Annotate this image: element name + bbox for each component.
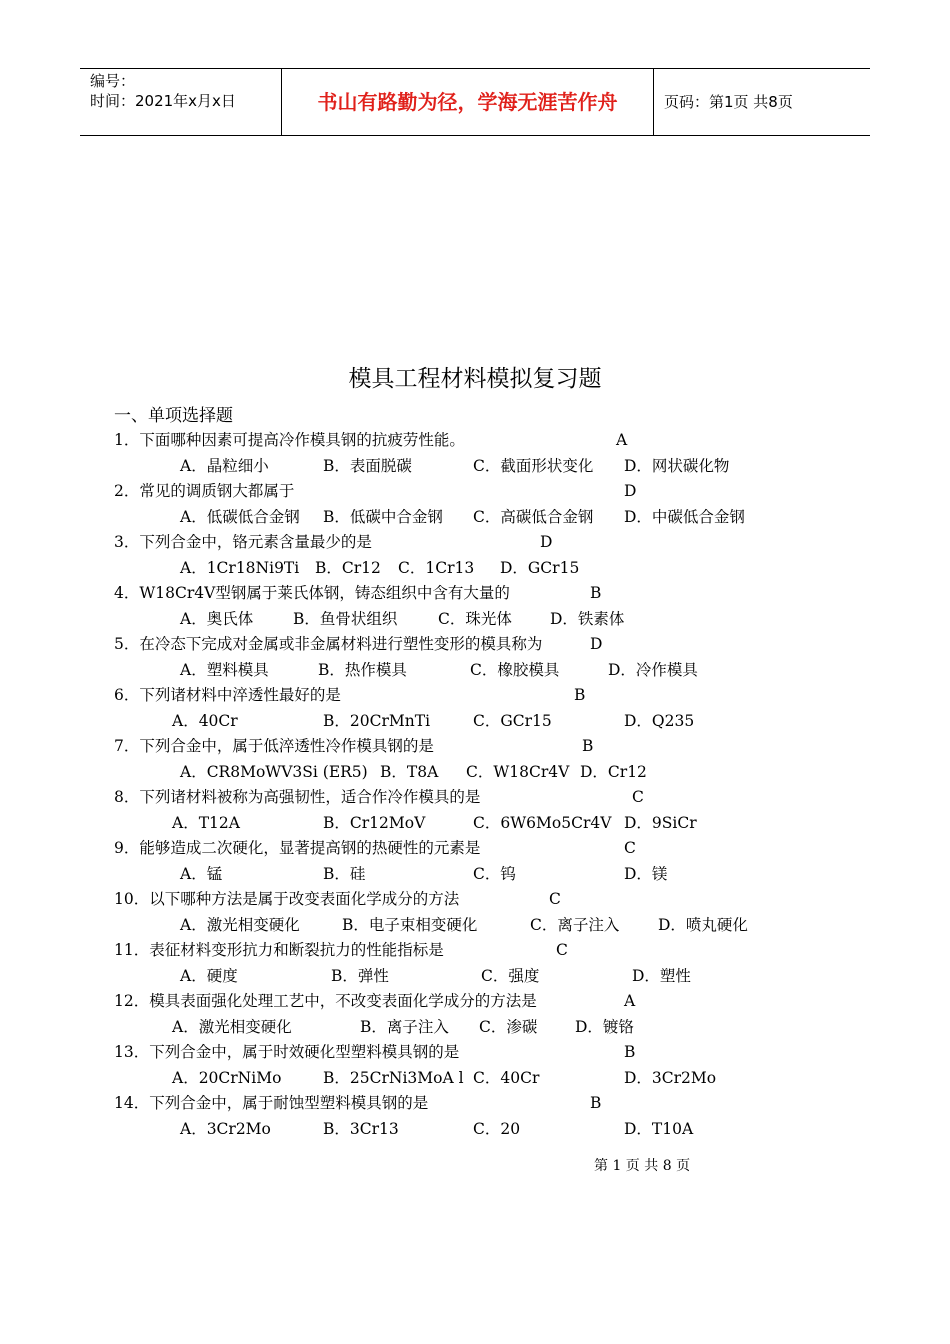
option-b: B．离子注入 [360,1017,449,1036]
question-row [0,479,950,505]
option-c: C．GCr15 [473,711,552,730]
question-row [0,683,950,709]
option-a: A．低碳低合金钢 [180,507,300,526]
option-c: C．珠光体 [438,609,512,628]
answer-key: B [590,584,602,602]
option-d: D．镀铬 [575,1017,634,1036]
question-text: 11．表征材料变形抗力和断裂抗力的性能指标是 [114,941,444,959]
answer-key: D [624,482,637,500]
answer-key: C [549,890,561,908]
option-c: C．6W6Mo5Cr4V [473,813,612,832]
option-d: D．网状碳化物 [624,456,730,475]
question-row [0,887,950,913]
options-row [0,1117,950,1143]
question-text: 1．下面哪种因素可提高冷作模具钢的抗疲劳性能。 [114,431,465,449]
option-c: C．离子注入 [530,915,620,934]
question-text: 7．下列合金中，属于低淬透性冷作模具钢的是 [114,737,434,755]
option-b: B．弹性 [331,966,389,985]
question-list [0,428,950,1142]
answer-key: C [624,839,636,857]
options-row [0,1066,950,1092]
option-c: C．钨 [473,864,516,883]
question-text: 4．W18Cr4V型钢属于莱氏体钢，铸态组织中含有大量的 [114,584,510,602]
question-row [0,785,950,811]
options-row [0,709,950,735]
question-text: 14．下列合金中，属于耐蚀型塑料模具钢的是 [114,1094,429,1112]
question-row [0,632,950,658]
option-a: A．40Cr [172,711,238,730]
option-b: B．T8A [380,762,439,781]
option-d: D．GCr15 [500,558,580,577]
option-d: D．9SiCr [624,813,697,832]
option-b: B．鱼骨状组织 [293,609,398,628]
option-d: D．中碳低合金钢 [624,507,745,526]
answer-key: B [590,1094,602,1112]
options-row [0,505,950,531]
question-text: 8．下列诸材料被称为高强韧性，适合作冷作模具的是 [114,788,481,806]
question-text: 13．下列合金中，属于时效硬化型塑料模具钢的是 [114,1043,460,1061]
option-a: A．3Cr2Mo [180,1119,271,1138]
option-d: D．3Cr2Mo [624,1068,717,1087]
option-d: D．铁素体 [550,609,625,628]
option-c: C．截面形状变化 [473,456,594,475]
question-row [0,938,950,964]
options-row [0,862,950,888]
options-row [0,811,950,837]
answer-key: C [632,788,644,806]
question-row [0,530,950,556]
options-row [0,658,950,684]
option-d: D．冷作模具 [608,660,698,679]
option-a: A．1Cr18Ni9Ti [180,558,300,577]
question-text: 6．下列诸材料中淬透性最好的是 [114,686,341,704]
option-a: A．激光相变硬化 [180,915,300,934]
question-row [0,734,950,760]
question-row [0,1091,950,1117]
answer-key: B [582,737,594,755]
options-row [0,454,950,480]
option-a: A．CR8MoWV3Si (ER5) [180,762,368,781]
number-label: 编号： [90,72,136,90]
answer-key: A [616,431,628,449]
page-header [80,68,870,136]
option-c: C．高碳低合金钢 [473,507,594,526]
question-text: 12．模具表面强化处理工艺中，不改变表面化学成分的方法是 [114,992,537,1010]
option-d: D．T10A [624,1119,694,1138]
document-title: 模具工程材料模拟复习题 [348,366,602,392]
question-row [0,1040,950,1066]
option-c: C．橡胶模具 [470,660,560,679]
options-row [0,760,950,786]
options-row [0,556,950,582]
option-b: B．表面脱碳 [323,456,412,475]
option-c: C．20 [473,1119,521,1138]
option-c: C．强度 [481,966,540,985]
answer-key: B [624,1043,636,1061]
header-page-info: 页码：第1页 共8页 [664,93,793,111]
option-b: B．25CrNi3MoA l [323,1068,464,1087]
option-a: A．塑料模具 [180,660,269,679]
option-b: B．Cr12 [315,558,381,577]
answer-key: C [556,941,568,959]
options-row [0,964,950,990]
answer-key: D [540,533,553,551]
question-row [0,581,950,607]
question-row [0,836,950,862]
question-row [0,989,950,1015]
option-a: A．20CrNiMo [172,1068,282,1087]
date-label: 时间：2021年x月x日 [90,92,236,110]
header-meta [80,69,282,135]
option-d: D．喷丸硬化 [658,915,748,934]
question-text: 9．能够造成二次硬化，显著提高钢的热硬性的元素是 [114,839,481,857]
answer-key: D [590,635,603,653]
option-d: D．塑性 [632,966,691,985]
option-b: B．热作模具 [318,660,407,679]
option-a: A．晶粒细小 [180,456,269,475]
options-row [0,607,950,633]
option-c: C．40Cr [473,1068,540,1087]
option-a: A．锰 [180,864,223,883]
option-d: D．镁 [624,864,668,883]
question-text: 10．以下哪种方法是属于改变表面化学成分的方法 [114,890,460,908]
option-b: B．电子束相变硬化 [342,915,478,934]
question-text: 5．在冷态下完成对金属或非金属材料进行塑性变形的模具称为 [114,635,543,653]
option-d: D．Q235 [624,711,695,730]
option-c: C．W18Cr4V [466,762,570,781]
option-b: B．低碳中合金钢 [323,507,443,526]
answer-key: B [574,686,586,704]
options-row [0,1015,950,1041]
option-c: C．渗碳 [479,1017,538,1036]
question-row [0,428,950,454]
option-a: A．硬度 [180,966,238,985]
option-a: A．奥氏体 [180,609,254,628]
option-a: A．T12A [172,813,240,832]
answer-key: A [624,992,636,1010]
option-b: B．20CrMnTi [323,711,431,730]
page-footer: 第 1 页 共 8 页 [594,1158,691,1174]
option-d: D．Cr12 [580,762,647,781]
option-a: A．激光相变硬化 [172,1017,292,1036]
option-b: B．3Cr13 [323,1119,399,1138]
section-heading: 一、单项选择题 [114,406,233,426]
option-b: B．硅 [323,864,366,883]
question-text: 3．下列合金中，铬元素含量最少的是 [114,533,372,551]
header-motto: 书山有路勤为径，学海无涯苦作舟 [282,69,654,135]
question-text: 2．常见的调质钢大都属于 [114,482,295,500]
option-b: B．Cr12MoV [323,813,426,832]
option-c: C．1Cr13 [398,558,475,577]
options-row [0,913,950,939]
